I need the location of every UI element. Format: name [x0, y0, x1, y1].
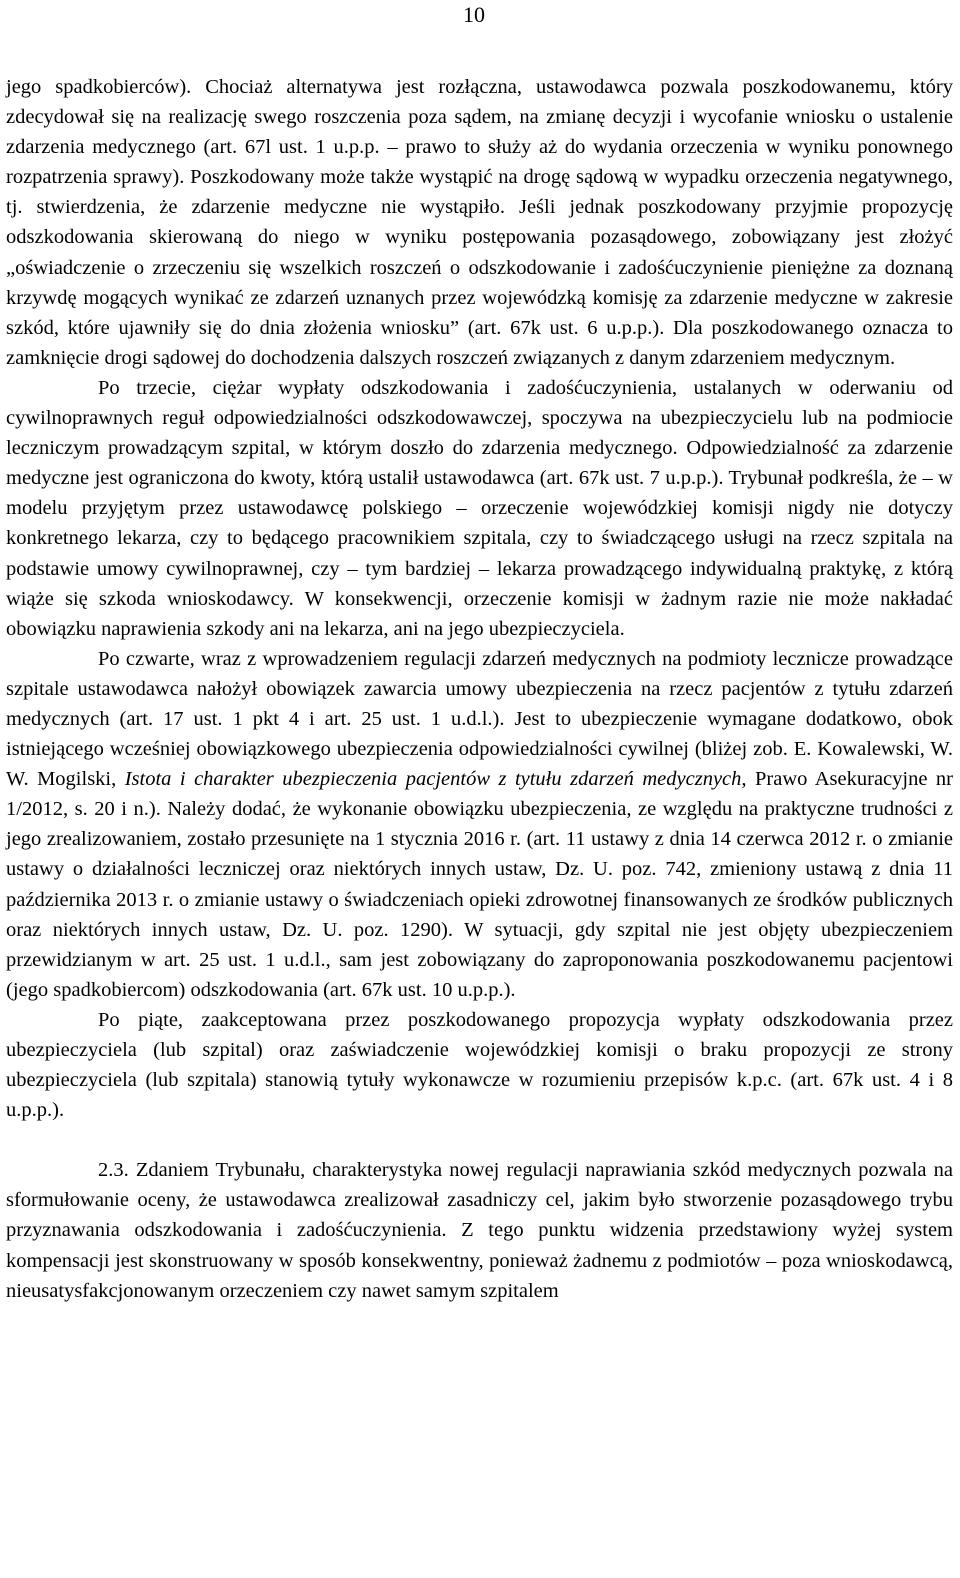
paragraph-third-point [6, 373, 953, 644]
document-body [6, 72, 953, 1306]
paragraph-fifth-point [6, 1005, 953, 1125]
paragraph-text: jego spadkobierców). Chociaż alternatywa jest rozłączna, ustawodawca pozwala poszkodowanemu, który zdecydował się na realizację swego roszczenia poza sądem, na zmianę decyzji i wycofanie wniosku o ustalenie zdarzenia medycznego (art. 67l ust. 1 u.p.p. – prawo to służy aż do wydania orzeczenia w wyniku ponownego rozpatrzenia sprawy). Poszkodowany może także wystąpić na drogę sądową w wypadku orzeczenia negatywnego, tj. stwierdzenia, że zdarzenie medyczne nie wystąpiło. Jeśli jednak poszkodowany przyjmie propozycję odszkodowania skierowaną do niego w wyniku postępowania pozasądowego, zobowiązany jest złożyć „oświadczenie o zrzeczeniu się wszelkich roszczeń o odszkodowanie i zadośćuczynienie pieniężne za doznaną krzywdę mogących wynikać ze zdarzeń uznanych przez wojewódzką komisję za zdarzenie medyczne w zakresie szkód, które ujawniły się do dnia złożenia wniosku” (art. 67k ust. 6 u.p.p.). Dla poszkodowanego oznacza to zamknięcie drogi sądowej do dochodzenia dalszych roszczeń związanych z danym zdarzeniem medycznym. [6, 76, 953, 369]
paragraph-text: Prawo Asekuracyjne nr 1/2012, s. 20 i n.). Należy dodać, że wykonanie obowiązku ubezpieczenia, ze względu na praktyczne trudności z jego zrealizowaniem, zostało przesunięte na 1 stycznia 2016 r. (art. 11 ustawy z dnia 14 czerwca 2012 r. o zmianie ustawy o działalności leczniczej oraz niektórych innych ustaw, Dz. U. poz. 742, zmieniony ustawą z dnia 11 października 2013 r. o zmianie ustawy o świadczeniach opieki zdrowotnej finansowanych ze środków publicznych oraz niektórych innych ustaw, Dz. U. poz. 1290). W sytuacji, gdy szpital nie jest objęty ubezpieczeniem przewidzianym w art. 25 ust. 1 u.d.l., sam jest zobowiązany do zaproponowania poszkodowanemu pacjentowi (jego spadkobiercom) odszkodowania (art. 67k ust. 10 u.p.p.). [6, 768, 954, 1001]
page-number: 10 [463, 2, 485, 27]
paragraph-text: 2.3. Zdaniem Trybunału, charakterystyka nowej regulacji naprawiania szkód medycznych pozwala na sformułowanie oceny, że ustawodawca zrealizował zasadniczy cel, jakim było stworzenie pozasądowego trybu przyznawania odszkodowania i zadośćuczynienia. Z tego punktu widzenia przedstawiony wyżej system kompensacji jest skonstruowany w sposób konsekwentny, ponieważ żadnemu z podmiotów – poza wnioskodawcą, nieusatysfakcjonowanym orzeczeniem czy nawet samym szpitalem [6, 1159, 953, 1302]
paragraph-claims-choice [6, 72, 953, 373]
paragraph-fourth-point [6, 644, 953, 1005]
paragraph-text: Po piąte, zaakceptowana przez poszkodowanego propozycja wypłaty odszkodowania przez ubezpieczyciela (lub szpital) oraz zaświadczenie wojewódzkiej komisji o braku propozycji ze strony ubezpieczyciela (lub szpitala) stanowią tytuły wykonawcze w rozumieniu przepisów k.p.c. (art. 67k ust. 4 i 8 u.p.p.). [6, 1008, 953, 1122]
paragraph-text: Po czwarte, wraz z wprowadzeniem regulacji zdarzeń medycznych na podmioty lecznicze prowadzące szpitale ustawodawca nałożył obowiązek zawarcia umowy ubezpieczenia na rzecz pacjentów z tytułu zdarzeń medycznych (art. 17 ust. 1 pkt 4 i art. 25 ust. 1 u.d.l.). Jest to ubezpieczenie wymagane dodatkowo, obok istniejącego wcześniej obowiązkowego ubezpieczenia odpowiedzialności cywilnej (bliżej zob. E. Kowalewski, W. W. Mogilski, [6, 647, 953, 791]
paragraph-section-2-3 [6, 1155, 953, 1305]
paragraph-text: Po trzecie, ciężar wypłaty odszkodowania i zadośćuczynienia, ustalanych w oderwaniu od cywilnoprawnych reguł odpowiedzialności odszkodowawczej, spoczywa na ubezpieczycielu lub na podmiocie leczniczym prowadzącym szpital, w którym doszło do zdarzenia medycznego. Odpowiedzialność za zdarzenie medyczne jest ograniczona do kwoty, którą ustalił ustawodawca (art. 67k ust. 7 u.p.p.). Trybunał podkreśla, że – w modelu przyjętym przez ustawodawcę polskiego – orzeczenie wojewódzkiej komisji nigdy nie dotyczy konkretnego lekarza, czy to będącego pracownikiem szpitala, czy to świadczącego usługi na rzecz szpitala na podstawie umowy cywilnoprawnej, czy – tym bardziej – lekarza prowadzącego indywidualną praktykę, z którą wiąże się szkoda wnioskodawcy. W konsekwencji, orzeczenie komisji w żadnym razie nie może nakładać obowiązku naprawienia szkody ani na lekarza, ani na jego ubezpieczyciela. [6, 376, 953, 640]
cited-title: Istota i charakter ubezpieczenia pacjentów z tytułu zdarzeń medycznych, [124, 768, 747, 791]
